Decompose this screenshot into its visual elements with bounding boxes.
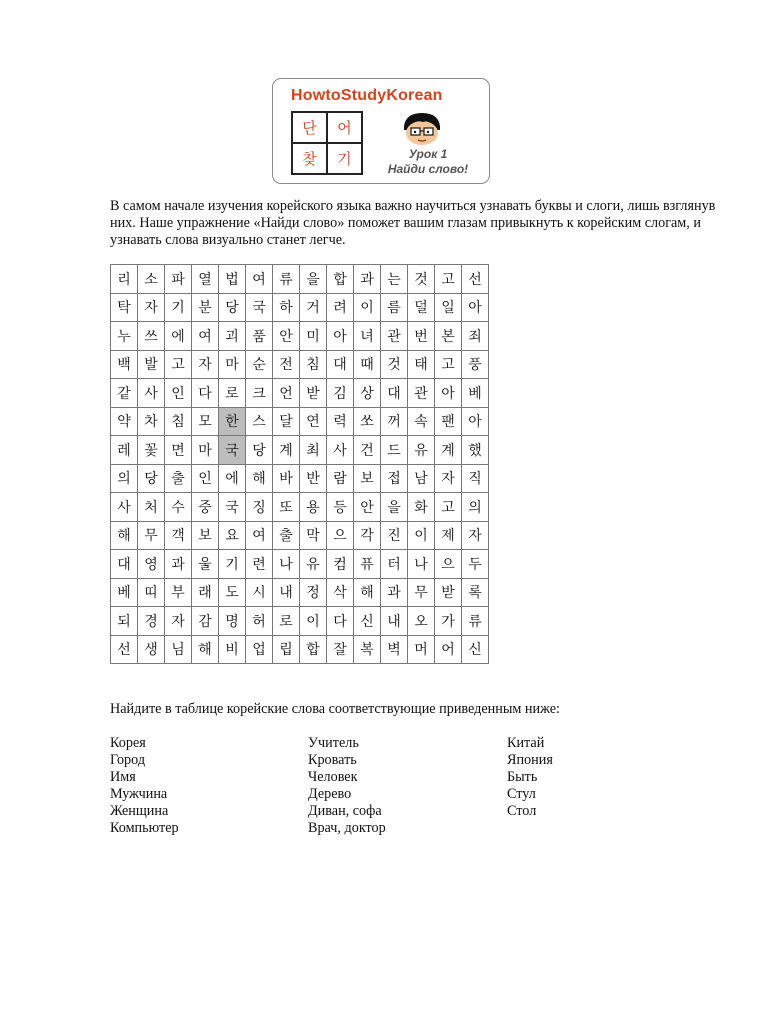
grid-cell[interactable]: 이 xyxy=(354,293,381,322)
grid-cell[interactable]: 과 xyxy=(165,550,192,579)
grid-cell[interactable]: 로 xyxy=(273,607,300,636)
grid-cell[interactable]: 거 xyxy=(300,293,327,322)
word-item: Компьютер xyxy=(110,820,179,836)
grid-cell[interactable]: 출 xyxy=(273,521,300,550)
grid-cell[interactable]: 상 xyxy=(354,379,381,408)
grid-cell[interactable]: 덜 xyxy=(408,293,435,322)
grid-cell[interactable]: 의 xyxy=(462,493,489,522)
grid-cell[interactable]: 이 xyxy=(300,607,327,636)
word-item: Учитель xyxy=(308,735,359,751)
grid-cell[interactable]: 등 xyxy=(327,493,354,522)
grid-cell[interactable]: 해 xyxy=(111,521,138,550)
grid-cell[interactable]: 계 xyxy=(273,436,300,465)
grid-cell[interactable]: 미 xyxy=(300,322,327,351)
grid-cell[interactable]: 쓰 xyxy=(138,322,165,351)
grid-cell[interactable]: 반 xyxy=(300,464,327,493)
grid-cell[interactable]: 업 xyxy=(246,635,273,664)
grid-cell[interactable]: 퓨 xyxy=(354,550,381,579)
grid-cell[interactable]: 제 xyxy=(435,521,462,550)
grid-cell[interactable]: 한 xyxy=(219,407,246,436)
grid-cell[interactable]: 연 xyxy=(300,407,327,436)
grid-cell[interactable]: 사 xyxy=(111,493,138,522)
grid-cell[interactable]: 어 xyxy=(435,635,462,664)
grid-cell[interactable]: 울 xyxy=(192,550,219,579)
grid-cell[interactable]: 누 xyxy=(111,322,138,351)
grid-cell[interactable]: 분 xyxy=(192,293,219,322)
grid-cell[interactable]: 래 xyxy=(192,578,219,607)
grid-cell[interactable]: 기 xyxy=(165,293,192,322)
grid-cell[interactable]: 름 xyxy=(381,293,408,322)
grid-cell[interactable]: 내 xyxy=(381,607,408,636)
lesson-subtitle: Найди слово! xyxy=(387,162,469,176)
grid-cell[interactable]: 에 xyxy=(165,322,192,351)
grid-cell[interactable]: 류 xyxy=(462,607,489,636)
grid-cell[interactable]: 생 xyxy=(138,635,165,664)
grid-cell[interactable]: 여 xyxy=(246,265,273,294)
grid-cell[interactable]: 달 xyxy=(273,407,300,436)
grid-cell[interactable]: 람 xyxy=(327,464,354,493)
grid-cell[interactable]: 머 xyxy=(408,635,435,664)
logo-syllable: 기 xyxy=(327,143,362,174)
grid-cell[interactable]: 괴 xyxy=(219,322,246,351)
grid-cell[interactable]: 팬 xyxy=(435,407,462,436)
grid-cell[interactable]: 비 xyxy=(219,635,246,664)
grid-cell[interactable]: 도 xyxy=(219,578,246,607)
grid-cell[interactable]: 태 xyxy=(408,350,435,379)
grid-cell[interactable]: 사 xyxy=(327,436,354,465)
grid-cell[interactable]: 과 xyxy=(381,578,408,607)
grid-cell[interactable]: 여 xyxy=(246,521,273,550)
grid-cell[interactable]: 계 xyxy=(435,436,462,465)
word-item: Диван, софа xyxy=(308,803,382,819)
grid-cell[interactable]: 내 xyxy=(273,578,300,607)
word-item: Стул xyxy=(507,786,536,802)
grid-cell[interactable]: 아 xyxy=(327,322,354,351)
grid-cell[interactable]: 대 xyxy=(381,379,408,408)
grid-cell[interactable]: 인 xyxy=(165,379,192,408)
grid-cell[interactable]: 을 xyxy=(300,265,327,294)
grid-cell[interactable]: 전 xyxy=(273,350,300,379)
grid-cell[interactable]: 파 xyxy=(165,265,192,294)
grid-cell[interactable]: 자 xyxy=(462,521,489,550)
grid-cell[interactable]: 님 xyxy=(165,635,192,664)
grid-cell[interactable]: 아 xyxy=(462,407,489,436)
grid-cell[interactable]: 벽 xyxy=(381,635,408,664)
grid-cell[interactable]: 레 xyxy=(111,436,138,465)
grid-cell[interactable]: 되 xyxy=(111,607,138,636)
grid-cell[interactable]: 당 xyxy=(138,464,165,493)
grid-cell[interactable]: 컴 xyxy=(327,550,354,579)
grid-cell[interactable]: 면 xyxy=(165,436,192,465)
grid-cell[interactable]: 부 xyxy=(165,578,192,607)
grid-cell[interactable]: 당 xyxy=(246,436,273,465)
grid-cell[interactable]: 합 xyxy=(300,635,327,664)
grid-row xyxy=(111,436,489,465)
grid-cell[interactable]: 베 xyxy=(462,379,489,408)
grid-cell[interactable]: 침 xyxy=(300,350,327,379)
word-item: Имя xyxy=(110,769,136,785)
grid-cell[interactable]: 허 xyxy=(246,607,273,636)
logo xyxy=(272,78,490,184)
grid-cell[interactable]: 띠 xyxy=(138,578,165,607)
grid-cell[interactable]: 유 xyxy=(408,436,435,465)
grid-cell[interactable]: 스 xyxy=(246,407,273,436)
grid-cell[interactable]: 여 xyxy=(192,322,219,351)
grid-cell[interactable]: 속 xyxy=(408,407,435,436)
grid-cell[interactable]: 번 xyxy=(408,322,435,351)
grid-cell[interactable]: 두 xyxy=(462,550,489,579)
grid-cell[interactable]: 중 xyxy=(192,493,219,522)
grid-row xyxy=(111,407,489,436)
grid-cell[interactable]: 국 xyxy=(246,293,273,322)
grid-cell[interactable]: 차 xyxy=(138,407,165,436)
grid-cell[interactable]: 나 xyxy=(408,550,435,579)
lesson-label xyxy=(373,147,483,177)
word-item: Дерево xyxy=(308,786,352,802)
grid-cell[interactable]: 자 xyxy=(165,607,192,636)
grid-cell[interactable]: 용 xyxy=(300,493,327,522)
grid-cell[interactable]: 는 xyxy=(381,265,408,294)
grid-cell[interactable]: 에 xyxy=(219,464,246,493)
grid-cell[interactable]: 기 xyxy=(219,550,246,579)
grid-cell[interactable]: 최 xyxy=(300,436,327,465)
grid-cell[interactable]: 순 xyxy=(246,350,273,379)
grid-cell[interactable]: 품 xyxy=(246,322,273,351)
grid-row xyxy=(111,322,489,351)
word-search-grid xyxy=(110,264,489,664)
grid-cell[interactable]: 본 xyxy=(435,322,462,351)
grid-cell[interactable]: 받 xyxy=(435,578,462,607)
grid-row xyxy=(111,493,489,522)
grid-cell[interactable]: 하 xyxy=(273,293,300,322)
grid-cell[interactable]: 때 xyxy=(354,350,381,379)
grid-cell[interactable]: 아 xyxy=(462,293,489,322)
word-item: Мужчина xyxy=(110,786,168,802)
grid-cell[interactable]: 무 xyxy=(408,578,435,607)
grid-cell[interactable]: 대 xyxy=(327,350,354,379)
grid-cell[interactable]: 다 xyxy=(327,607,354,636)
grid-cell[interactable]: 각 xyxy=(354,521,381,550)
grid-cell[interactable]: 인 xyxy=(192,464,219,493)
grid-row xyxy=(111,578,489,607)
word-item: Врач, доктор xyxy=(308,820,386,836)
grid-cell[interactable]: 관 xyxy=(408,379,435,408)
grid-cell[interactable]: 해 xyxy=(354,578,381,607)
grid-cell[interactable]: 해 xyxy=(246,464,273,493)
grid-cell[interactable]: 진 xyxy=(381,521,408,550)
grid-cell[interactable]: 침 xyxy=(165,407,192,436)
grid-row xyxy=(111,293,489,322)
grid-cell[interactable]: 로 xyxy=(219,379,246,408)
grid-cell[interactable]: 직 xyxy=(462,464,489,493)
logo-syllable: 어 xyxy=(327,112,362,143)
grid-cell[interactable]: 이 xyxy=(408,521,435,550)
word-item: Кровать xyxy=(308,752,357,768)
grid-cell[interactable]: 해 xyxy=(192,635,219,664)
grid-row xyxy=(111,635,489,664)
grid-cell[interactable]: 의 xyxy=(111,464,138,493)
grid-cell[interactable]: 관 xyxy=(381,322,408,351)
grid-cell[interactable]: 사 xyxy=(138,379,165,408)
grid-cell[interactable]: 소 xyxy=(138,265,165,294)
grid-cell[interactable]: 가 xyxy=(435,607,462,636)
grid-cell[interactable]: 객 xyxy=(165,521,192,550)
grid-cell[interactable]: 력 xyxy=(327,407,354,436)
grid-cell[interactable]: 잘 xyxy=(327,635,354,664)
grid-row xyxy=(111,607,489,636)
grid-cell[interactable]: 안 xyxy=(354,493,381,522)
grid-cell[interactable]: 베 xyxy=(111,578,138,607)
grid-cell[interactable]: 보 xyxy=(354,464,381,493)
grid-cell[interactable]: 신 xyxy=(354,607,381,636)
grid-cell[interactable]: 건 xyxy=(354,436,381,465)
logo-syllable: 찾 xyxy=(292,143,327,174)
grid-cell[interactable]: 합 xyxy=(327,265,354,294)
intro-paragraph: В самом начале изучения корейского языка важно научиться узнавать буквы и слоги, лишь взглянув них. Наше упражнение «Найди слово» поможет вашим глазам привыкнуть к корейским слогам, и узнавать слова визуально станет легче. xyxy=(110,198,716,248)
grid-cell[interactable]: 류 xyxy=(273,265,300,294)
grid-cell[interactable]: 백 xyxy=(111,350,138,379)
grid-cell[interactable]: 약 xyxy=(111,407,138,436)
grid-cell[interactable]: 마 xyxy=(219,350,246,379)
grid-cell[interactable]: 접 xyxy=(381,464,408,493)
grid-cell[interactable]: 국 xyxy=(219,493,246,522)
grid-cell[interactable]: 아 xyxy=(435,379,462,408)
grid-cell[interactable]: 언 xyxy=(273,379,300,408)
grid-cell[interactable]: 드 xyxy=(381,436,408,465)
grid-cell[interactable]: 처 xyxy=(138,493,165,522)
grid-cell[interactable]: 고 xyxy=(165,350,192,379)
word-list-column xyxy=(110,735,179,837)
grid-cell[interactable]: 안 xyxy=(273,322,300,351)
grid-cell[interactable]: 바 xyxy=(273,464,300,493)
grid-cell[interactable]: 꽃 xyxy=(138,436,165,465)
lesson-number: Урок 1 xyxy=(408,147,448,161)
word-item: Быть xyxy=(507,769,538,785)
grid-cell[interactable]: 일 xyxy=(435,293,462,322)
grid-cell[interactable]: 과 xyxy=(354,265,381,294)
grid-cell[interactable]: 보 xyxy=(192,521,219,550)
grid-cell[interactable]: 유 xyxy=(300,550,327,579)
grid-cell[interactable]: 감 xyxy=(192,607,219,636)
word-list-column xyxy=(507,735,553,820)
grid-cell[interactable]: 또 xyxy=(273,493,300,522)
logo-syllable-grid xyxy=(291,111,363,175)
grid-row xyxy=(111,521,489,550)
grid-cell[interactable]: 무 xyxy=(138,521,165,550)
grid-row xyxy=(111,550,489,579)
word-item: Женщина xyxy=(110,803,169,819)
logo-syllable: 단 xyxy=(292,112,327,143)
grid-cell[interactable]: 것 xyxy=(381,350,408,379)
grid-cell[interactable]: 고 xyxy=(435,493,462,522)
grid-cell[interactable]: 선 xyxy=(462,265,489,294)
grid-cell[interactable]: 녀 xyxy=(354,322,381,351)
grid-cell[interactable]: 모 xyxy=(192,407,219,436)
grid-cell[interactable]: 고 xyxy=(435,350,462,379)
grid-cell[interactable]: 받 xyxy=(300,379,327,408)
student-face-icon xyxy=(399,111,445,147)
grid-cell[interactable]: 막 xyxy=(300,521,327,550)
grid-cell[interactable]: 화 xyxy=(408,493,435,522)
grid-row xyxy=(111,265,489,294)
grid-cell[interactable]: 김 xyxy=(327,379,354,408)
grid-cell[interactable]: 발 xyxy=(138,350,165,379)
grid-cell[interactable]: 대 xyxy=(111,550,138,579)
grid-cell[interactable]: 영 xyxy=(138,550,165,579)
grid-cell[interactable]: 자 xyxy=(435,464,462,493)
word-list-column xyxy=(308,735,386,837)
grid-cell[interactable]: 것 xyxy=(408,265,435,294)
grid-cell[interactable]: 나 xyxy=(273,550,300,579)
grid-cell[interactable]: 으 xyxy=(327,521,354,550)
grid-cell[interactable]: 선 xyxy=(111,635,138,664)
grid-cell[interactable]: 신 xyxy=(462,635,489,664)
grid-cell[interactable]: 크 xyxy=(246,379,273,408)
grid-cell[interactable]: 경 xyxy=(138,607,165,636)
grid-cell[interactable]: 당 xyxy=(219,293,246,322)
word-item: Город xyxy=(110,752,146,768)
grid-cell[interactable]: 꺼 xyxy=(381,407,408,436)
grid-row xyxy=(111,464,489,493)
grid-cell[interactable]: 탁 xyxy=(111,293,138,322)
grid-cell[interactable]: 정 xyxy=(300,578,327,607)
grid-cell[interactable]: 을 xyxy=(381,493,408,522)
grid-row xyxy=(111,379,489,408)
grid-cell[interactable]: 징 xyxy=(246,493,273,522)
grid-cell[interactable]: 남 xyxy=(408,464,435,493)
grid-cell[interactable]: 명 xyxy=(219,607,246,636)
grid-cell[interactable]: 같 xyxy=(111,379,138,408)
grid-cell[interactable]: 려 xyxy=(327,293,354,322)
grid-cell[interactable]: 련 xyxy=(246,550,273,579)
grid-cell[interactable]: 터 xyxy=(381,550,408,579)
word-item: Человек xyxy=(308,769,358,785)
grid-cell[interactable]: 법 xyxy=(219,265,246,294)
grid-cell[interactable]: 수 xyxy=(165,493,192,522)
grid-cell[interactable]: 자 xyxy=(192,350,219,379)
grid-cell[interactable]: 했 xyxy=(462,436,489,465)
word-item: Япония xyxy=(507,752,553,768)
word-item: Корея xyxy=(110,735,146,751)
grid-cell[interactable]: 리 xyxy=(111,265,138,294)
word-item: Стол xyxy=(507,803,537,819)
grid-cell[interactable]: 오 xyxy=(408,607,435,636)
grid-row xyxy=(111,350,489,379)
grid-cell[interactable]: 국 xyxy=(219,436,246,465)
instruction-text: Найдите в таблице корейские слова соответствующие приведенным ниже: xyxy=(110,701,560,717)
grid-cell[interactable]: 열 xyxy=(192,265,219,294)
grid-cell[interactable]: 다 xyxy=(192,379,219,408)
grid-cell[interactable]: 요 xyxy=(219,521,246,550)
grid-cell[interactable]: 풍 xyxy=(462,350,489,379)
grid-cell[interactable]: 출 xyxy=(165,464,192,493)
grid-cell[interactable]: 자 xyxy=(138,293,165,322)
grid-cell[interactable]: 죄 xyxy=(462,322,489,351)
grid-cell[interactable]: 록 xyxy=(462,578,489,607)
grid-cell[interactable]: 고 xyxy=(435,265,462,294)
grid-cell[interactable]: 립 xyxy=(273,635,300,664)
grid-cell[interactable]: 으 xyxy=(435,550,462,579)
word-item: Китай xyxy=(507,735,545,751)
grid-cell[interactable]: 삭 xyxy=(327,578,354,607)
grid-cell[interactable]: 시 xyxy=(246,578,273,607)
grid-cell[interactable]: 마 xyxy=(192,436,219,465)
logo-title: HowtoStudyKorean xyxy=(291,87,443,104)
grid-cell[interactable]: 쏘 xyxy=(354,407,381,436)
grid-cell[interactable]: 복 xyxy=(354,635,381,664)
